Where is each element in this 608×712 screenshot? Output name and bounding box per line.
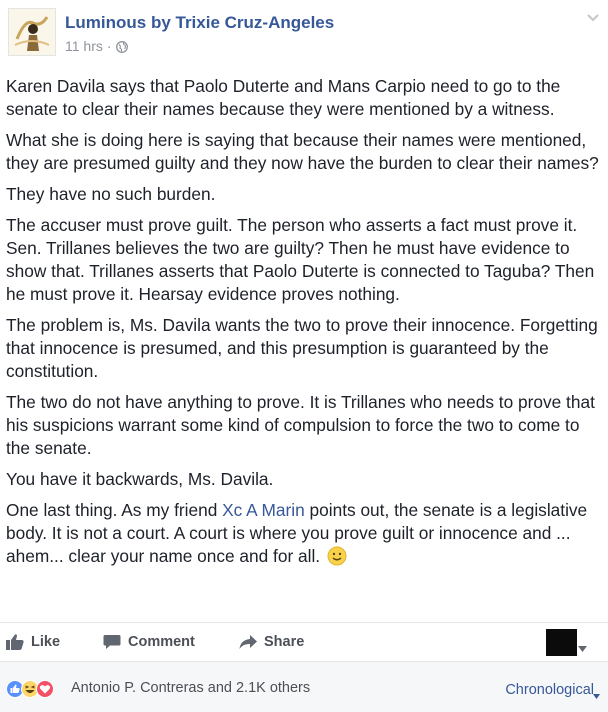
smiley-icon [327, 546, 347, 566]
post-text [6, 75, 602, 576]
share-label: Share [264, 634, 305, 650]
post-paragraph: The accuser must prove guilt. The person who asserts a fact must prove it. Sen. Trillanes believes the two are guilty? Then he must have evidence to show that. Trillanes asserts that Paolo Duterte is connected to Taguba? Then he must prove it. Hearsay evidence proves nothing. [6, 215, 595, 304]
chevron-down-icon[interactable] [586, 10, 600, 20]
love-icon [37, 681, 54, 698]
post-paragraph: Karen Davila says that Paolo Duterte and Mans Carpio need to go to the senate to clear their names because they were mentioned by a witness. [6, 76, 561, 119]
post-meta [65, 38, 128, 54]
paragraph-text: One last thing. As my friend [6, 500, 223, 520]
reactions-summary [0, 661, 608, 712]
post-header [0, 0, 608, 70]
paragraph-text: points out, the senate is a legislative body. It is not a court. A court is where you prove guilt or innocence and ... ahem... clear your name once and for all. [6, 500, 588, 566]
comment-button[interactable] [103, 632, 195, 652]
caret-down-icon[interactable] [593, 686, 600, 691]
page-avatar[interactable] [8, 8, 56, 56]
haha-icon [22, 681, 39, 698]
globe-icon[interactable] [116, 40, 128, 52]
post-paragraph: What she is doing here is saying that because their names were mentioned, they are presumed guilty and they now have the burden to clear their names? [6, 130, 599, 173]
post-paragraph-last [6, 499, 602, 568]
like-label: Like [31, 634, 61, 650]
post-timestamp[interactable]: 11 hrs [65, 38, 103, 54]
reactors-summary-link[interactable]: Antonio P. Contreras and 2.1K others [71, 680, 311, 696]
comment-icon [103, 634, 121, 650]
reaction-icons-group[interactable] [6, 680, 64, 698]
page-name-link[interactable]: Luminous by Trixie Cruz-Angeles [65, 13, 335, 32]
share-button[interactable] [239, 632, 304, 652]
comment-label: Comment [128, 634, 195, 650]
caret-down-icon[interactable] [578, 639, 587, 645]
post-paragraph: You have it backwards, Ms. Davila. [6, 469, 274, 489]
post-actions-bar [0, 622, 608, 661]
like-button[interactable] [6, 632, 60, 652]
like-icon [7, 681, 24, 698]
profile-switcher-avatar[interactable] [546, 629, 577, 656]
mention-link[interactable]: Xc A Marin [222, 500, 305, 520]
thumbs-up-icon [6, 634, 24, 650]
comment-sort-dropdown[interactable]: Chronological [505, 682, 594, 698]
meta-separator: · [106, 38, 112, 54]
post-paragraph: The problem is, Ms. Davila wants the two to prove their innocence. Forgetting that innocence is presumed, and this presumption is guaranteed by the constitution. [6, 315, 598, 381]
post-paragraph: They have no such burden. [6, 184, 216, 204]
share-arrow-icon [239, 634, 257, 650]
post-paragraph: The two do not have anything to prove. It is Trillanes who needs to prove that his suspicions warrant some kind of compulsion to force the two to come to the senate. [6, 392, 595, 458]
